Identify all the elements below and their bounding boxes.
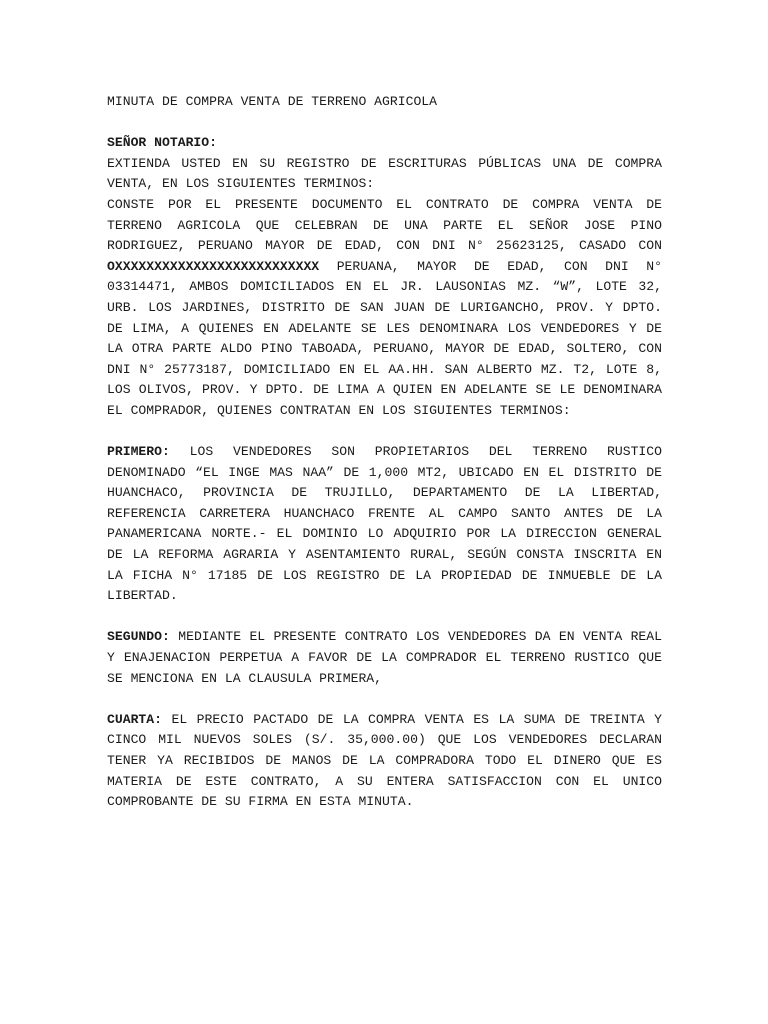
preamble-text-1: CONSTE POR EL PRESENTE DOCUMENTO EL CONTRATO DE COMPRA VENTA DE TERRENO AGRICOLA QUE CELEBRAN DE UNA PARTE EL SEÑOR JOSE PINO RODRIGUEZ, PERUANO MAYOR DE EDAD, CON DNI N° 25623125, CASADO CON [107, 196, 662, 254]
preamble-text-2: PERUANA, MAYOR DE EDAD, CON DNI N° 03314471, AMBOS DOMICILIADOS EN EL JR. LAUSONIAS MZ. “W”, LOTE 32, URB. LOS JARDINES, DISTRITO DE SAN JUAN DE LURIGANCHO, PROV. Y DPTO. DE LIMA, A QUIENES EN ADELANTE SE LES DENOMINARA LOS VENDEDORES Y DE LA OTRA PARTE ALDO PINO TABOADA, PERUANO, MAYOR DE EDAD, SOLTERO, CON DNI N° 25773187, DOMICILIADO EN EL AA.HH. SAN ALBERTO MZ. T2, LOTE 8, LOS OLIVOS, PROV. Y DPTO. DE LIMA A QUIEN EN ADELANTE SE LE DENOMINARA EL COMPRADOR, QUIENES CONTRATAN EN LOS SIGUIENTES TERMINOS: [107, 258, 662, 418]
preamble-paragraph [107, 195, 662, 422]
clause-segundo [107, 627, 662, 689]
document-title: MINUTA DE COMPRA VENTA DE TERRENO AGRICOLA [107, 94, 438, 109]
clause-text: EL PRECIO PACTADO DE LA COMPRA VENTA ES LA SUMA DE TREINTA Y CINCO MIL NUEVOS SOLES (S/. 35,000.00) QUE LOS VENDEDORES DECLARAN TENER YA RECIBIDOS DE MANOS DE LA COMPRADORA TODO EL DINERO QUE ES MATERIA DE ESTE CONTRATO, A SU ENTERA SATISFACCION CON EL UNICO COMPROBANTE DE SU FIRMA EN ESTA MINUTA. [107, 711, 662, 810]
clause-cuarta [107, 710, 662, 813]
document-body [107, 92, 662, 813]
salutation: SEÑOR NOTARIO: [107, 135, 218, 151]
clause-primero [107, 442, 662, 607]
spouse-name-placeholder: OXXXXXXXXXXXXXXXXXXXXXXXXXX [107, 258, 320, 274]
intro-text: EXTIENDA USTED EN SU REGISTRO DE ESCRITURAS PÚBLICAS UNA DE COMPRA VENTA, EN LOS SIGUIENTES TERMINOS: [107, 155, 662, 192]
clause-heading: PRIMERO: [107, 444, 170, 460]
clause-heading: CUARTA: [107, 711, 163, 727]
clause-text: MEDIANTE EL PRESENTE CONTRATO LOS VENDEDORES DA EN VENTA REAL Y ENAJENACION PERPETUA A FAVOR DE LA COMPRADOR EL TERRENO RUSTICO QUE SE MENCIONA EN LA CLAUSULA PRIMERA, [107, 629, 662, 686]
clause-heading: SEGUNDO: [107, 629, 170, 645]
clause-text: LOS VENDEDORES SON PROPIETARIOS DEL TERRENO RUSTICO DENOMINADO “EL INGE MAS NAA” DE 1,000 MT2, UBICADO EN EL DISTRITO DE HUANCHACO, PROVINCIA DE TRUJILLO, DEPARTAMENTO DE LA LIBERTAD, REFERENCIA CARRETERA HUANCHACO FRENTE AL CAMPO SANTO ANTES DE LA PANAMERICANA NORTE.- EL DOMINIO LO ADQUIRIO POR LA DIRECCION GENERAL DE LA REFORMA AGRARIA Y ASENTAMIENTO RURAL, SEGÚN CONSTA INSCRITA EN LA FICHA N° 17185 DE LOS REGISTRO DE LA PROPIEDAD DE INMUEBLE DE LA LIBERTAD. [107, 444, 662, 604]
intro-paragraph [107, 154, 662, 195]
